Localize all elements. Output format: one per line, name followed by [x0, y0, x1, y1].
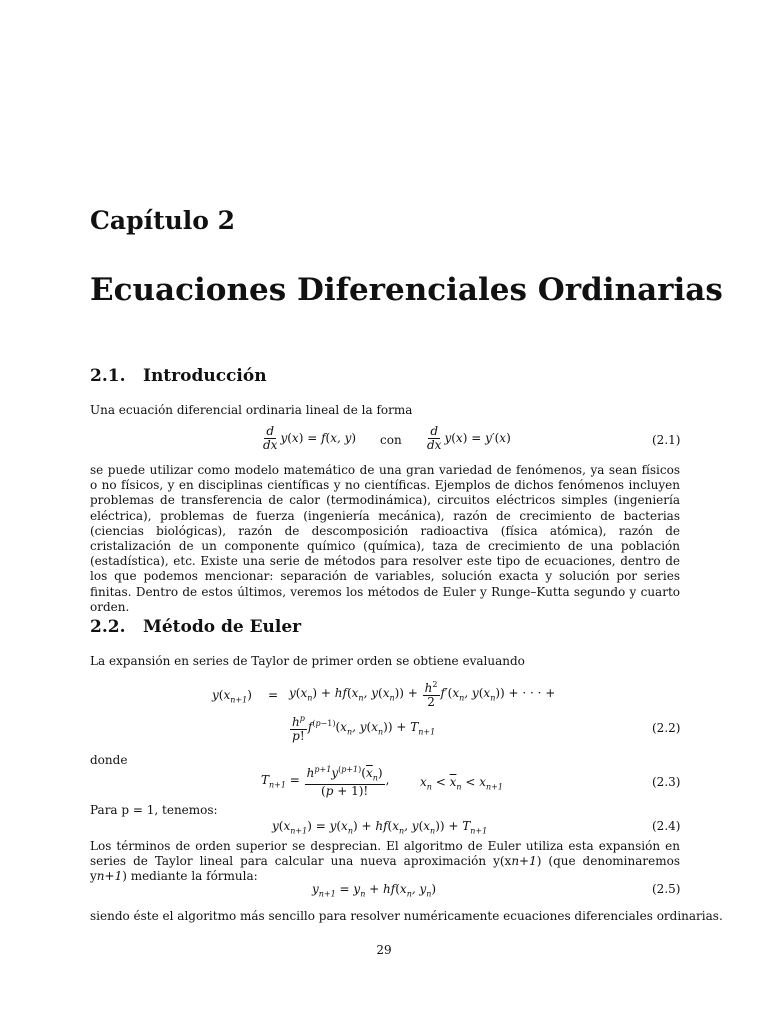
- section-number: 2.1.: [90, 366, 126, 386]
- chapter-title: Ecuaciones Diferenciales Ordinarias: [90, 272, 723, 308]
- para-p-label: Para p = 1, tenemos:: [90, 803, 218, 817]
- equation-2-4: $y(x_{n+1}) = y(x_n) + hf(x_n$, $y(x_n)) + T_{n+1}$: [272, 819, 488, 836]
- orden-superior-text-2: ) (que denominaremos y: [90, 854, 680, 884]
- donde-label: donde: [90, 753, 128, 767]
- orden-superior-text-1: Los términos de orden superior se desprecian. El algoritmo de Euler utiliza esta expansión en series de Taylor lineal para calcular una nueva aproximación y(x: [90, 839, 680, 869]
- orden-superior-text-3: ) mediante la fórmula:: [122, 869, 258, 884]
- equation-number: (2.3): [652, 775, 681, 789]
- euler-lead: La expansión en series de Taylor de primer orden se obtiene evaluando: [90, 654, 525, 668]
- orden-superior-paragraph: Los términos de orden superior se desprecian. El algoritmo de Euler utiliza esta expansión en series de Taylor lineal para calcular una nueva aproximación y(xn+1) (que denominaremos yn+1) mediante la fórmula:: [90, 839, 680, 884]
- section-title: Método de Euler: [143, 617, 302, 637]
- equation-connector: con: [380, 433, 402, 447]
- chapter-label: Capítulo 2: [90, 206, 236, 235]
- section-title: Introducción: [143, 366, 267, 386]
- section-heading-introduccion: [90, 366, 267, 386]
- section-heading-euler: [90, 617, 301, 637]
- equation-2-1-right: $\frac{d}{dx}$ y(x) = y′(x): [427, 424, 511, 452]
- equation-number: (2.2): [652, 721, 681, 735]
- equation-2-2-lhs: $y(x_{n+1})$: [212, 688, 252, 705]
- intro-lead: Una ecuación diferencial ordinaria lineal de la forma: [90, 403, 413, 417]
- equation-2-5: $y_{n+1} = y_n + hf(x_n$, $y_n$): [312, 882, 437, 899]
- page-number: 29: [376, 943, 392, 957]
- closing-sentence: siendo éste el algoritmo más sencillo para resolver numéricamente ecuaciones diferenciales ordinarias.: [90, 909, 723, 923]
- equation-2-2-equals: =: [268, 688, 279, 702]
- equation-number: (2.5): [652, 882, 681, 896]
- equation-2-2-line2: $\frac{h^p}{p!}$ $f^{(p-1)}(x_n$, $y(x_n)) + T_{n+1}$: [292, 714, 436, 743]
- section-number: 2.2.: [90, 617, 126, 637]
- intro-body: se puede utilizar como modelo matemático de una gran variedad de fenómenos, ya sean físicos o no físicos, y en disciplinas científicas y no científicas. Ejemplos de dichos fenómenos incluyen problemas de transferencia de calor (termodinámica), circuitos eléctricos simples (ingeniería eléctrica), problemas de fuerza (ingeniería mecánica), razón de crecimiento de bacterias (ciencias biológicas), razón de descomposición radioactiva (física atómica), razón de cristalización de un componente químico (química), taza de crecimiento de una población (estadística), etc. Existe una serie de métodos para resolver este tipo de ecuaciones, dentro de los que podemos mencionar: separación de variables, solución exacta y solución por series finitas. Dentro de estos últimos, veremos los métodos de Euler y Runge–Kutta segundo y cuarto orden.: [90, 463, 680, 614]
- equation-2-3-condition: $x_n < \overline{x}_n < x_{n+1}$: [420, 775, 503, 792]
- equation-2-3: $T_{n+1}$ = $\frac{h^{p+1}y^{(p+1)}(\overline{x}_n)}{(p + 1)!}$ ,: [261, 765, 390, 799]
- equation-number: (2.4): [652, 819, 681, 833]
- equation-2-1-left: $\frac{d}{dx}$ y(x) = f(x, y): [263, 424, 357, 452]
- equation-number: (2.1): [652, 433, 681, 447]
- equation-2-2-line1: $y(x_n) + hf(x_n$, $y(x_n)$) + $\frac{h^2}{2}$ $f'(x_n$, $y(x_n)$) + · · · +: [289, 680, 556, 709]
